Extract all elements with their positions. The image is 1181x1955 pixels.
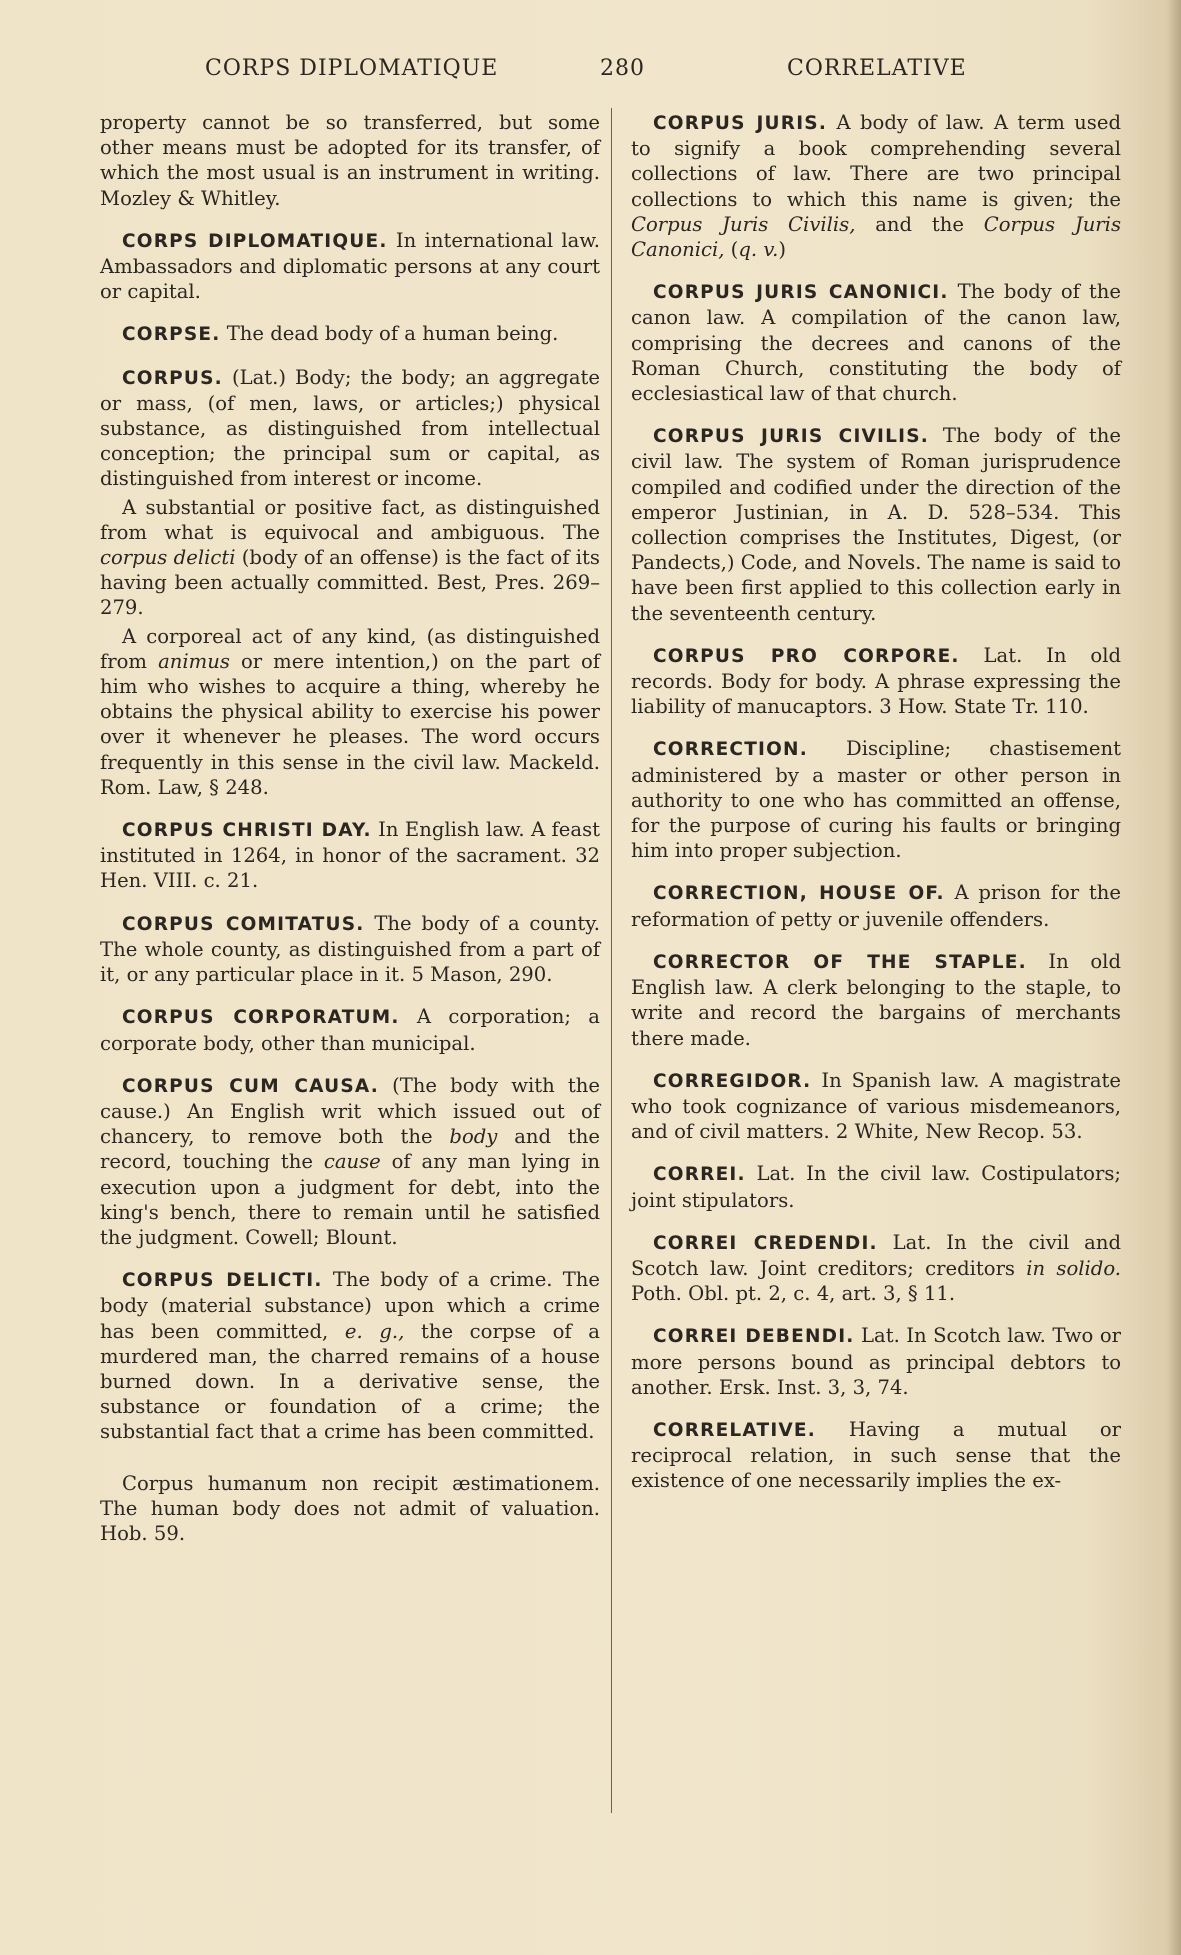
headword: CORPUS CUM CAUSA. xyxy=(122,1075,379,1097)
headword: CORPSE. xyxy=(122,324,221,346)
entry-text: In international law. Ambassadors and diplomatic persons at any court or capital. xyxy=(100,228,600,304)
entry-corpus xyxy=(100,365,600,492)
entry-corpus-christi-day xyxy=(100,817,600,894)
entry-corpus-paragraph-3 xyxy=(100,624,600,800)
entry-text: Lat. In the civil law. Costipulators; joint stipulators. xyxy=(631,1162,1121,1212)
entry-text: The body of the canon law. A compilation of the canon law, comprising the decrees and canons of the Roman Church, constituting the body of ecclesiastical law of that church. xyxy=(631,280,1122,406)
entry-text: The body of a crime. The body (material substance) upon which a crime has been committed, xyxy=(100,1268,600,1343)
headword: CORRECTOR OF THE STAPLE. xyxy=(653,951,1027,973)
entry-text: and the record, touching the xyxy=(100,1125,601,1174)
entry-correlative xyxy=(631,1417,1121,1494)
legal-maxim xyxy=(100,1471,600,1547)
page-number: 280 xyxy=(600,56,645,81)
headword: CORPUS DELICTI. xyxy=(122,1270,323,1292)
headword: CORPUS JURIS CANONICI. xyxy=(653,282,949,304)
entry-text: ) xyxy=(778,238,786,262)
left-column xyxy=(100,110,600,1563)
entry-text: The body of a county. The whole county, as distinguished from a part of it, or any particular place in it. 5 Mason, 290. xyxy=(100,911,600,987)
italic-term: body xyxy=(449,1125,498,1149)
headword: CORPUS CHRISTI DAY. xyxy=(122,820,372,842)
entry-text: Having a mutual or reciprocal relation, in such sense that the existence of one necessarily implies the ex- xyxy=(631,1417,1121,1493)
entry-correi-credendi xyxy=(631,1230,1121,1307)
italic-term: animus xyxy=(158,649,230,673)
entry-text: In Spanish law. A magistrate who took cognizance of various misdemeanors, and of civil matters. 2 White, New Recop. 53. xyxy=(631,1068,1121,1144)
entry-text: Corpus humanum non recipit æstimationem. The human body does not admit of valuation. Hob. 59. xyxy=(100,1471,600,1545)
italic-term: e. g., xyxy=(344,1319,405,1343)
entry-corpse xyxy=(100,321,600,347)
italic-term: cause xyxy=(323,1150,381,1174)
entry-corpus-pro-corpore xyxy=(631,643,1121,720)
entry-text: The body of the civil law. The system of Roman jurisprudence compiled and codified under the direction of the emperor Justinian, in A. D. 528–534. This collection comprises the Institutes, Digest, (or Pandects,) Code, and Novels. The name is said to have been first applied to this collection early in the seventeenth century. xyxy=(631,424,1121,625)
headword: CORPUS CORPORATUM. xyxy=(122,1007,400,1029)
right-column xyxy=(631,110,1121,1511)
headword: CORPUS JURIS CIVILIS. xyxy=(653,426,929,448)
entry-text: (body of an offense) is the fact of its having been actually committed. Best, Pres. 269–279. xyxy=(100,546,600,620)
entry-correi-debendi xyxy=(631,1323,1121,1400)
entry-text: In English law. A feast instituted in 1264, in honor of the sacrament. 32 Hen. VIII. c. 21. xyxy=(100,818,600,893)
entry-text: The dead body of a human being. xyxy=(226,322,559,346)
headword: CORPUS. xyxy=(122,367,223,389)
entry-text: Lat. In the civil and Scotch law. Joint creditors; creditors xyxy=(631,1230,1121,1280)
entry-text: A corporation; a corporate body, other than municipal. xyxy=(100,1005,600,1055)
entry-text: A body of law. A term used to signify a book comprehending several collections of law. There are two principal collections to which this name is given; the xyxy=(631,111,1121,211)
italic-term: corpus delicti xyxy=(100,546,236,570)
entry-corpus-delicti xyxy=(100,1267,600,1444)
entry-corps-diplomatique xyxy=(100,228,600,305)
entry-correction-house-of xyxy=(631,880,1121,931)
entry-text: Discipline; chastisement administered by a master or other person in authority to one who has committed an offense, for the purpose of curing his faults or bringing him into proper subjection. xyxy=(631,737,1121,863)
entry-corpus-cum-causa xyxy=(100,1073,600,1250)
header-right-guide-word: CORRELATIVE xyxy=(787,56,967,81)
entry-corpus-paragraph-2 xyxy=(100,495,600,621)
headword: CORPUS JURIS. xyxy=(653,113,828,134)
entry-text: A corporeal act of any kind, (as distinguished from xyxy=(100,624,600,673)
entry-continuation xyxy=(100,110,600,211)
headword: CORREGIDOR. xyxy=(653,1070,812,1092)
entry-text: of any man lying in execution upon a judgment for debt, into the king's bench, there to remain until he satisfied the judgment. Cowell; Blount. xyxy=(100,1150,600,1249)
entry-text: Lat. In old records. Body for body. A phrase expressing the liability of manucaptors. 3 How. State Tr. 110. xyxy=(631,643,1121,719)
headword: CORRECTION. xyxy=(653,739,808,761)
headword: CORPUS COMITATUS. xyxy=(122,913,365,935)
entry-text: Poth. Obl. pt. 2, c. 4, art. 3, § 11. xyxy=(631,1282,956,1306)
entry-text: In old English law. A clerk belonging to the staple, to write and record the bargains of merchants there made. xyxy=(631,949,1121,1050)
italic-term: Corpus Juris Civilis, xyxy=(631,212,856,236)
entry-text: the corpse of a murdered man, the charred remains of a house burned down. In a derivative sense, the substance or foundation of a crime; the substantial fact that a crime has been committed. xyxy=(100,1319,600,1444)
entry-corpus-corporatum xyxy=(100,1004,600,1055)
headword: CORPUS PRO CORPORE. xyxy=(653,645,960,667)
italic-term: q. v. xyxy=(738,238,779,262)
header-left-guide-word: CORPS DIPLOMATIQUE xyxy=(205,56,499,81)
entry-corrector-of-the-staple xyxy=(631,949,1121,1051)
headword: CORREI CREDENDI. xyxy=(653,1232,878,1254)
entry-text: or mere intention,) on the part of him who wishes to acquire a thing, whereby he obtains the physical ability to exercise his power over it whenever he pleases. The word occurs frequently in this sense in the civil law. Mackeld. Rom. Law, § 248. xyxy=(100,649,600,799)
entry-corpus-juris-canonici xyxy=(631,279,1121,406)
entry-correction xyxy=(631,736,1121,863)
page-edge-shadow xyxy=(1167,0,1181,1955)
headword: CORRELATIVE. xyxy=(653,1419,816,1441)
entry-text: Lat. In Scotch law. Two or more persons bound as principal debtors to another. Ersk. Inst. 3, 3, 74. xyxy=(631,1324,1121,1399)
column-divider xyxy=(611,108,612,1813)
entry-text: ( xyxy=(724,238,739,262)
entry-text: A substantial or positive fact, as distinguished from what is equivocal and ambiguous. The xyxy=(100,495,600,544)
entry-text: (Lat.) Body; the body; an aggregate or mass, (of men, laws, or articles;) physical substance, as distinguished from intellectual conception; the principal sum or capital, as distinguished from interest or income. xyxy=(100,365,600,491)
entry-corregidor xyxy=(631,1068,1121,1145)
entry-text: property cannot be so transferred, but some other means must be adopted for its transfer, of which the most usual is an instrument in writing. Mozley & Whitley. xyxy=(100,111,600,210)
entry-text: A prison for the reformation of petty or juvenile offenders. xyxy=(631,881,1121,931)
headword: CORREI. xyxy=(653,1164,746,1186)
entry-corpus-comitatus xyxy=(100,911,600,988)
running-head xyxy=(0,56,1181,92)
entry-corpus-juris-civilis xyxy=(631,423,1121,626)
entry-correi xyxy=(631,1161,1121,1212)
italic-term: Corpus Juris Canonici, xyxy=(631,212,1121,262)
headword: CORRECTION, HOUSE OF. xyxy=(653,883,945,905)
italic-term: in solido. xyxy=(1026,1256,1121,1280)
entry-corpus-juris xyxy=(631,110,1121,262)
headword: CORREI DEBENDI. xyxy=(653,1326,855,1348)
entry-text: (The body with the cause.) An English writ which issued out of chancery, to remove both the xyxy=(100,1073,600,1149)
entry-text: and the xyxy=(855,212,984,236)
headword: CORPS DIPLOMATIQUE. xyxy=(122,230,388,252)
